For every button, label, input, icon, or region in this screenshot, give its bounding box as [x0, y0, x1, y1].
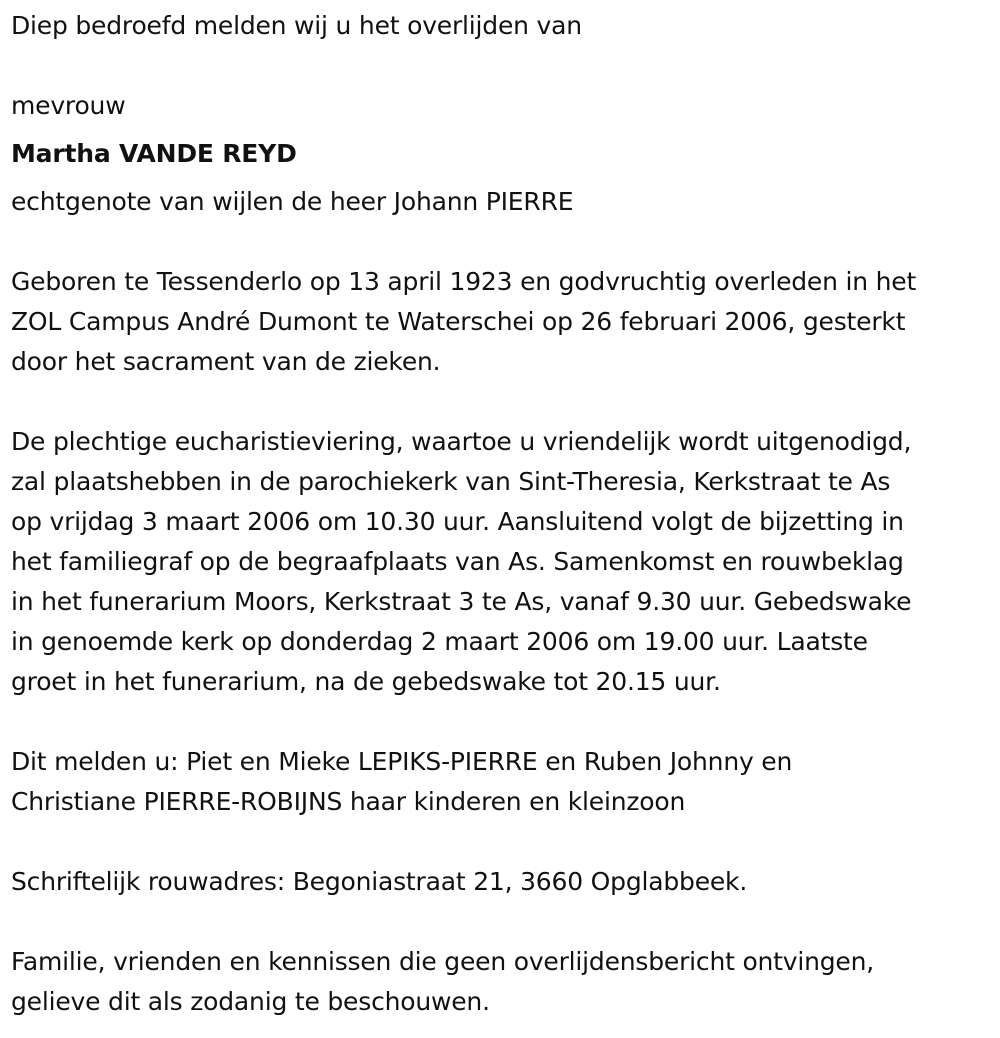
- address-text: Schriftelijk rouwadres: Begoniastraat 21, 3660 Opglabbeek.: [11, 867, 748, 896]
- announcers-paragraph: [11, 742, 996, 822]
- paragraph-line: door het sacrament van de zieken.: [11, 347, 441, 376]
- paragraph-line: Geboren te Tessenderlo op 13 april 1923 en godvruchtig overleden in het: [11, 267, 917, 296]
- paragraph-line: Familie, vrienden en kennissen die geen overlijdensbericht ontvingen,: [11, 947, 875, 976]
- paragraph-line: ZOL Campus André Dumont te Waterschei op 26 februari 2006, gesterkt: [11, 307, 906, 336]
- relation-text: echtgenote van wijlen de heer Johann PIERRE: [11, 187, 574, 216]
- paragraph-line: groet in het funerarium, na de gebedswake tot 20.15 uur.: [11, 667, 721, 696]
- paragraph-line: op vrijdag 3 maart 2006 om 10.30 uur. Aansluitend volgt de bijzetting in: [11, 507, 904, 536]
- paragraph-line: gelieve dit als zodanig te beschouwen.: [11, 987, 490, 1016]
- paragraph-line: in genoemde kerk op donderdag 2 maart 2006 om 19.00 uur. Laatste: [11, 627, 868, 656]
- death-notice: [11, 6, 996, 1022]
- paragraph-line: het familiegraf op de begraafplaats van As. Samenkomst en rouwbeklag: [11, 547, 904, 576]
- title-prefix: mevrouw: [11, 91, 126, 120]
- deceased-name: Martha VANDE REYD: [11, 139, 297, 168]
- paragraph-line: zal plaatshebben in de parochiekerk van Sint-Theresia, Kerkstraat te As: [11, 467, 891, 496]
- paragraph-line: De plechtige eucharistieviering, waartoe u vriendelijk wordt uitgenodigd,: [11, 427, 912, 456]
- paragraph-line: Dit melden u: Piet en Mieke LEPIKS-PIERRE en Ruben Johnny en: [11, 747, 793, 776]
- intro-text: Diep bedroefd melden wij u het overlijden van: [11, 11, 582, 40]
- ceremony-paragraph: [11, 422, 996, 702]
- paragraph-line: in het funerarium Moors, Kerkstraat 3 te As, vanaf 9.30 uur. Gebedswake: [11, 587, 912, 616]
- birth-death-paragraph: [11, 262, 996, 382]
- paragraph-line: Christiane PIERRE-ROBIJNS haar kinderen en kleinzoon: [11, 787, 686, 816]
- closing-paragraph: [11, 942, 996, 1022]
